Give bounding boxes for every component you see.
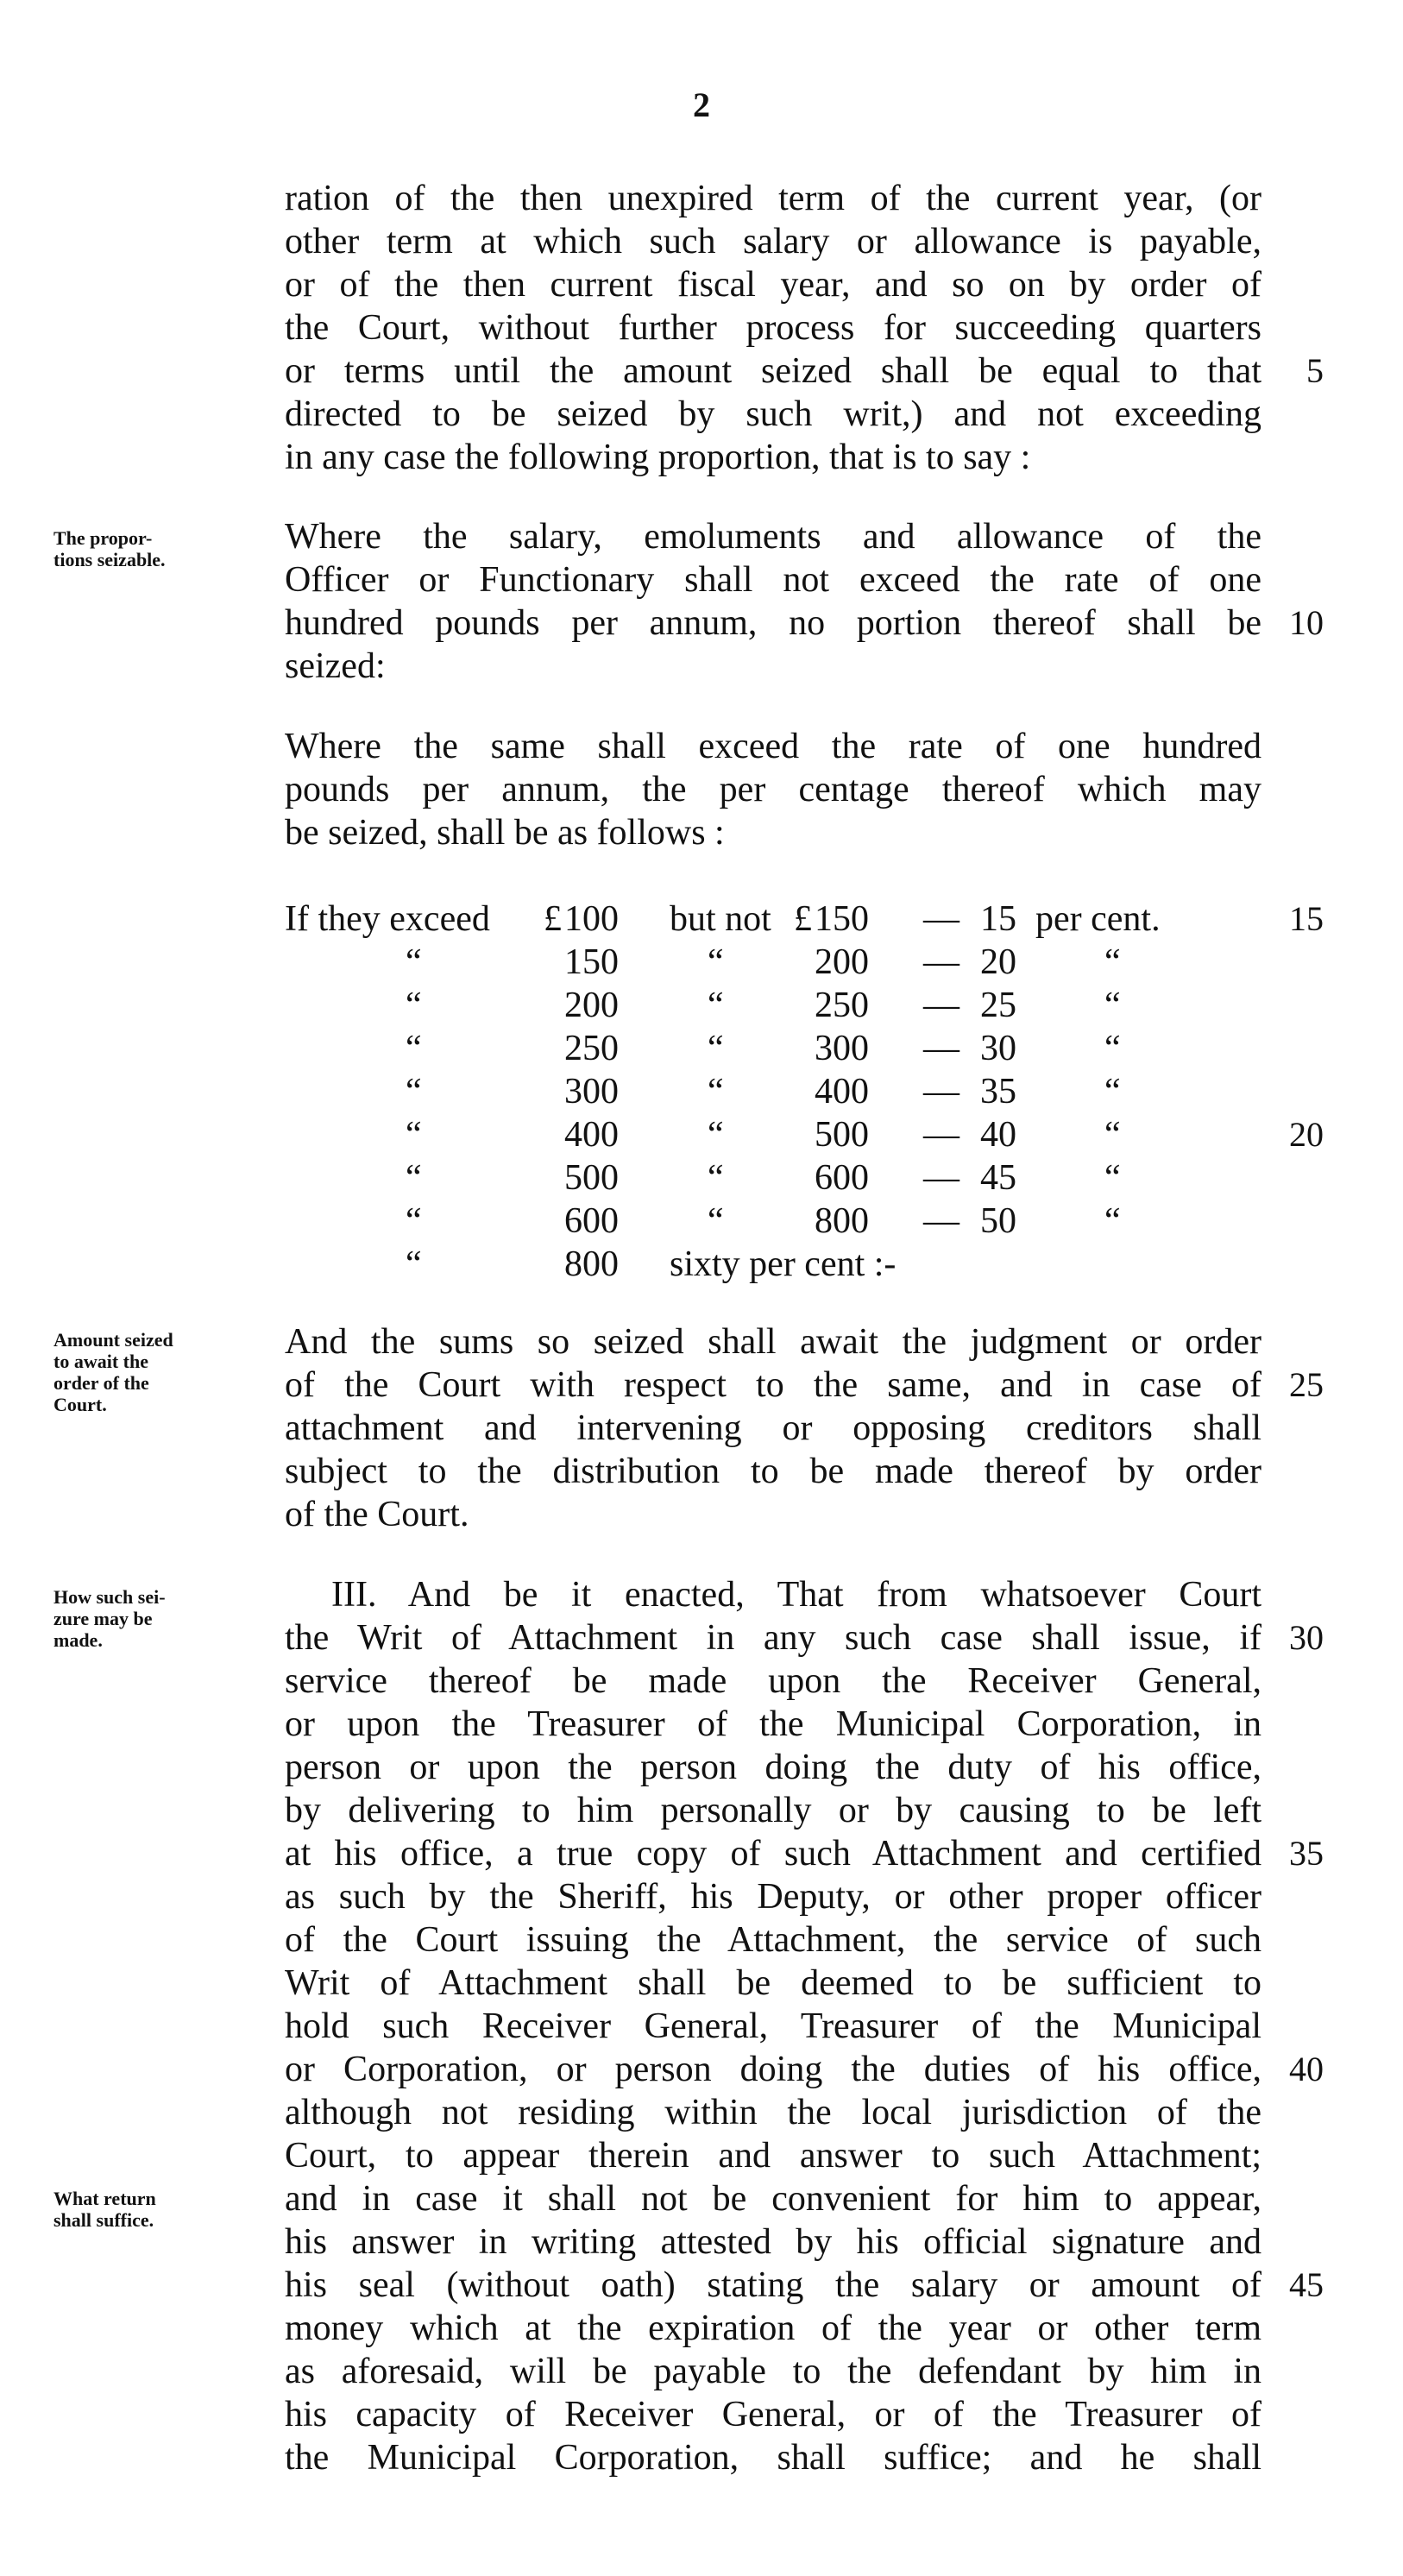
line-number: 30 [1289,1618,1324,1657]
table-row [285,941,1320,984]
text-line: directed to be seized by such writ,) and not exceeding [285,394,1261,434]
currency-symbol: £ [794,899,812,939]
text-line: of the Court. [285,1495,469,1534]
ditto-mark: “ [708,1115,724,1155]
table-row [285,1243,1320,1286]
table-row [285,1027,1320,1070]
margin-note-line: Court. [53,1394,107,1415]
row-from: 800 [564,1244,619,1284]
row-tail-text: sixty per cent :- [670,1244,897,1284]
text-line: Where the salary, emoluments and allowance of the [285,517,1261,557]
row-from: 250 [564,1029,619,1068]
text-line: Writ of Attachment shall be deemed to be sufficient to [285,1963,1261,2003]
row-pct: 30 [980,1029,1016,1068]
margin-note-line: order of the [53,1372,149,1394]
row-from: 100 [564,899,619,939]
table-row [285,1200,1320,1243]
text-line: pounds per annum, the per centage thereof which may [285,770,1261,809]
text-line: attachment and intervening or opposing creditors shall [285,1408,1261,1448]
row-pct: 40 [980,1115,1016,1155]
row-from: 500 [564,1158,619,1198]
text-line: at his office, a true copy of such Attachment and certified [285,1834,1261,1874]
text-line: or Corporation, or person doing the duties of his office, [285,2050,1261,2089]
row-pct: 20 [980,942,1016,982]
margin-note-line: zure may be [53,1608,153,1629]
ditto-mark: “ [406,1029,422,1068]
text-line: and in case it shall not be convenient for him to appear, [285,2179,1261,2219]
row-dash: — [923,986,959,1025]
row-to: 200 [815,942,869,982]
line-number: 25 [1289,1365,1324,1404]
text-line: the Writ of Attachment in any such case shall issue, if [285,1618,1261,1658]
table-row [285,1113,1320,1156]
page-number: 2 [693,85,710,124]
text-line: person or upon the person doing the duty of his office, [285,1748,1261,1787]
ditto-mark: “ [708,1201,724,1241]
row-dash: — [923,942,959,982]
row-to: 400 [815,1072,869,1112]
row-but-not: but not [670,899,771,939]
row-from: 400 [564,1115,619,1155]
text-line: be seized, shall be as follows : [285,813,725,853]
ditto-mark: “ [1104,942,1121,982]
margin-note-proportions [53,527,280,570]
line-number: 10 [1289,603,1324,642]
text-line: the Court, without further process for succeeding quarters [285,308,1261,348]
line-number: 45 [1289,2265,1324,2304]
ditto-mark: “ [1104,1072,1121,1112]
text-line: in any case the following proportion, that is to say : [285,438,1031,477]
table-row [285,1156,1320,1200]
ditto-mark: “ [406,1072,422,1112]
text-line: or terms until the amount seized shall be equal to that [285,351,1261,391]
ditto-mark: “ [1104,1158,1121,1198]
text-line: seized: [285,646,386,686]
line-number: 20 [1289,1115,1324,1154]
margin-note-amount-seized [53,1329,280,1415]
ditto-mark: “ [406,986,422,1025]
ditto-mark: “ [1104,1115,1121,1155]
margin-note-line: The propor- [53,527,153,549]
line-number: 5 [1306,351,1324,390]
table-row [285,984,1320,1027]
text-line: ration of the then unexpired term of the current year, (or [285,179,1261,218]
row-from: 150 [564,942,619,982]
text-line: his answer in writing attested by his official signature and [285,2222,1261,2262]
row-dash: — [923,899,959,939]
ditto-mark: “ [406,1244,422,1284]
margin-note-line: to await the [53,1351,148,1372]
ditto-mark: “ [708,1029,724,1068]
text-line: money which at the expiration of the year or other term [285,2308,1261,2348]
row-from: 200 [564,986,619,1025]
text-line: And the sums so seized shall await the judgment or order [285,1322,1261,1362]
table-row [285,898,1320,941]
margin-note-seizure [53,1586,280,1651]
text-line: although not residing within the local jurisdiction of the [285,2093,1261,2132]
row-pct: 25 [980,986,1016,1025]
text-line: or upon the Treasurer of the Municipal Corporation, in [285,1704,1261,1744]
margin-note-line: Amount seized [53,1329,173,1351]
margin-note-line: What return [53,2188,156,2209]
text-line: by delivering to him personally or by causing to be left [285,1791,1261,1830]
text-line: service thereof be made upon the Receiver General, [285,1661,1261,1701]
row-dash: — [923,1029,959,1068]
row-pct: 35 [980,1072,1016,1112]
ditto-mark: “ [708,942,724,982]
ditto-mark: “ [406,942,422,982]
text-line: as such by the Sheriff, his Deputy, or other proper officer [285,1877,1261,1917]
margin-note-line: How such sei- [53,1586,166,1608]
text-line: other term at which such salary or allowance is payable, [285,222,1261,261]
row-prefix: If they exceed [285,899,490,939]
text-line: his seal (without oath) stating the salary or amount of [285,2265,1261,2305]
line-number: 35 [1289,1834,1324,1873]
text-line: as aforesaid, will be payable to the defendant by him in [285,2352,1261,2391]
row-to: 600 [815,1158,869,1198]
row-to: 500 [815,1115,869,1155]
row-pct: 15 [980,899,1016,939]
ditto-mark: “ [1104,986,1121,1025]
ditto-mark: “ [406,1158,422,1198]
margin-note-return [53,2188,280,2231]
ditto-mark: “ [1104,1029,1121,1068]
ditto-mark: “ [708,1158,724,1198]
text-line: Where the same shall exceed the rate of one hundred [285,727,1261,766]
row-dash: — [923,1072,959,1112]
text-line: hold such Receiver General, Treasurer of the Municipal [285,2006,1261,2046]
line-number: 15 [1289,899,1324,938]
text-line: Officer or Functionary shall not exceed the rate of one [285,560,1261,600]
text-line: Court, to appear therein and answer to such Attachment; [285,2136,1261,2176]
row-to: 800 [815,1201,869,1241]
ditto-mark: “ [1104,1201,1121,1241]
row-from: 600 [564,1201,619,1241]
text-line: or of the then current fiscal year, and so on by order of [285,265,1261,305]
ditto-mark: “ [406,1201,422,1241]
text-line: of the Court issuing the Attachment, the service of such [285,1920,1261,1960]
ditto-mark: “ [708,1072,724,1112]
row-unit: per cent. [1035,899,1161,939]
text-line: III. And be it enacted, That from whatsoever Court [331,1575,1261,1615]
row-to: 300 [815,1029,869,1068]
line-number: 40 [1289,2050,1324,2088]
text-line: his capacity of Receiver General, or of the Treasurer of [285,2395,1261,2434]
row-to: 250 [815,986,869,1025]
row-pct: 50 [980,1201,1016,1241]
text-line: of the Court with respect to the same, and in case of [285,1365,1261,1405]
text-line: hundred pounds per annum, no portion thereof shall be [285,603,1261,643]
row-to: 150 [815,899,869,939]
text-line: subject to the distribution to be made thereof by order [285,1452,1261,1491]
currency-symbol: £ [544,899,562,939]
row-dash: — [923,1115,959,1155]
ditto-mark: “ [406,1115,422,1155]
row-dash: — [923,1158,959,1198]
table-row [285,1070,1320,1113]
margin-note-line: made. [53,1629,103,1651]
row-from: 300 [564,1072,619,1112]
row-dash: — [923,1201,959,1241]
ditto-mark: “ [708,986,724,1025]
margin-note-line: shall suffice. [53,2209,154,2231]
row-pct: 45 [980,1158,1016,1198]
text-line: the Municipal Corporation, shall suffice; and he shall [285,2438,1261,2478]
margin-note-line: tions seizable. [53,549,166,570]
